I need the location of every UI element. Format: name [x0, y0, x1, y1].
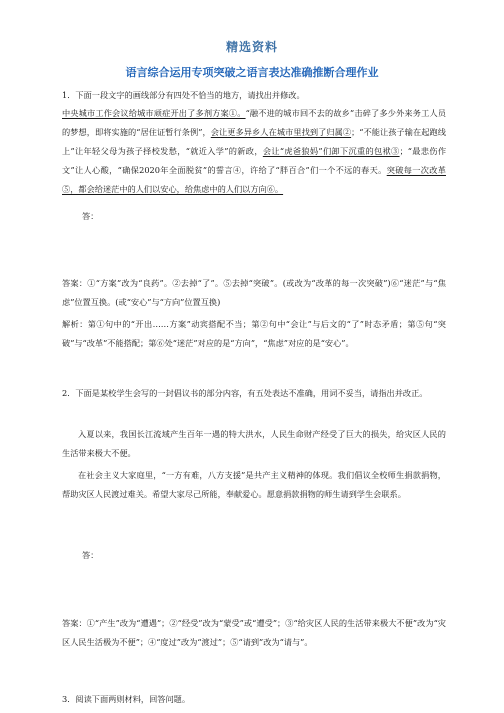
underlined-segment: 会让更多异乡人在城市里找到了归属②: [210, 127, 352, 137]
worksheet-title: 语言综合运用专项突破之语言表达准确推断合理作业: [125, 66, 379, 79]
plain-segment: “融不进的城市回不去的故乡”击碎了多少外来务工人员的梦想，即将实施的“居住证暂行条例”，: [62, 108, 446, 137]
page-header: 精选资料: [225, 40, 278, 54]
underlined-segment: 会让“虎爸狼妈”们卸下沉重的包袱③: [262, 146, 400, 156]
question-2-paragraph-2: 在社会主义大家庭里，“一方有难，八方支援”是共产主义精神的体现。我们倡议全校师生捐款捐物，帮助灾区人民渡过难关。希望大家尽己所能，奉献爱心。愿意捐款捐物的师生请到学生会联系。: [62, 470, 446, 499]
question-3-stem: 3．阅读下面两则材料，回答问题。: [62, 694, 191, 704]
question-2-stem: 2．下面是某校学生会写的一封倡议书的部分内容，有五处表达不准确，用词不妥当，请指出并改正。: [62, 388, 428, 398]
question-1-passage: [62, 104, 447, 194]
plain-segment: ；“不能让孩子输在起跑线上”让年轻父母为孩子择校发愁，“就近入学”的新政，: [62, 127, 446, 156]
question-2-answer: 答案：①“产生”改为“遭遇”；②“经受”改为“蒙受”或“遭受”；③“给灾区人民的生活带来极大不便”改为“灾区人民生活极为不便”；④“度过”改为“渡过”；⑤“请到”改为“请与”。: [62, 618, 446, 647]
plain-segment: ；“最悲伤作文”让人心酸，“确保2020年全面脱贫”的誓言④，许给了“胖百合”们一个不远的春天。: [62, 146, 447, 175]
question-2-answer-label: 答：: [82, 550, 99, 560]
question-1-answer: 答案：①“方案”改为“良药”。②去掉“了”。⑤去掉“突破”。(或改为“改革的每一次突破”)⑥“迷茫”与“焦虑”位置互换。(或“安心”与“方向”位置互换): [62, 278, 446, 307]
underlined-segment: 突破每一次改革⑤，都会给迷茫中的人们以安心，给焦虑中的人们以方向⑥。: [62, 165, 446, 194]
question-1-stem: 1．下面一段文字的画线部分有四处不恰当的地方，请找出并修改。: [62, 90, 305, 100]
question-1-analysis: 解析：第①句中的“开出……方案”动宾搭配不当；第②句中“会让”与后文的“了”时态矛盾；第⑤句“突破”与“改革”不能搭配；第⑥处“迷茫”对应的是“方向”，“焦虑”对应的是“安心”。: [62, 319, 446, 348]
question-2-paragraph-1: 入夏以来，我国长江流域产生百年一遇的特大洪水，人民生命财产经受了巨大的损失，给灾区人民的生活带来极大不便。: [62, 429, 446, 458]
underlined-segment: 中央城市工作会议给城市顽症开出了多剂方案①。: [62, 108, 246, 118]
question-1-answer-label: 答：: [82, 211, 99, 221]
